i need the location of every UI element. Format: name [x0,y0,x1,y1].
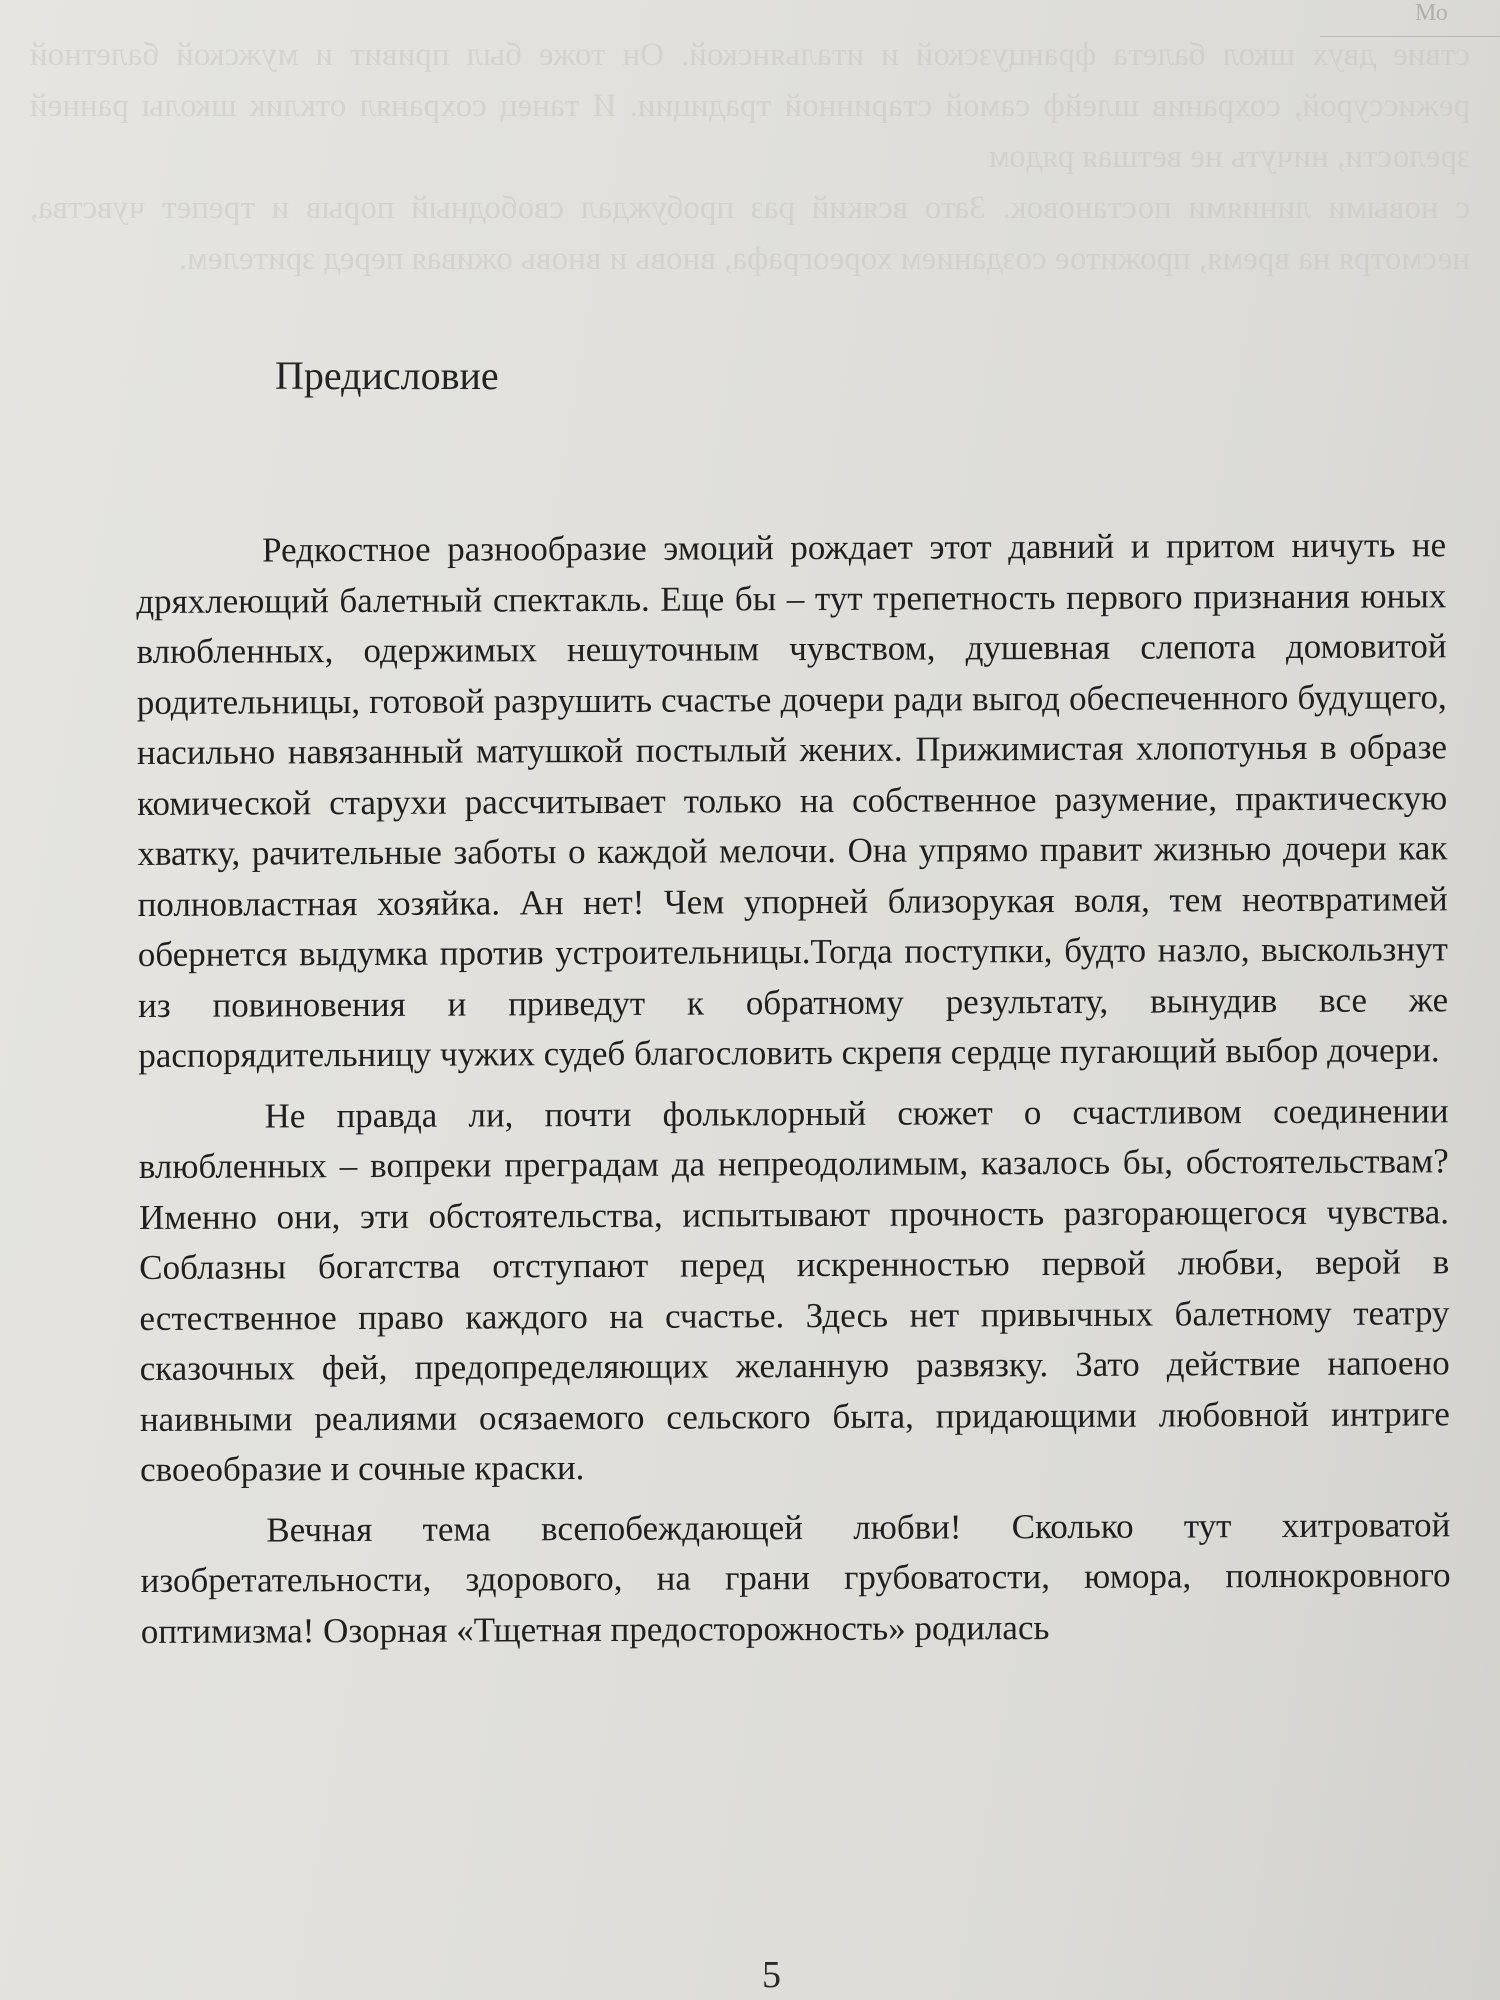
running-head-bleed: Мо [1415,0,1448,26]
page-number: 5 [762,1954,781,1996]
paragraph: Редкостное разнообразие эмоций рождает этот давний и притом ничуть не дряхлеющий балетный спектакль. Еще бы – тут трепетность первого признания юных влюбленных, одержимых нешуточным чувством, душевная слепота домовитой родительницы, готовой разрушить счастье дочери ради выгод обеспеченного будущего, насильно навязанный матушкой постылый жених. Прижимистая хлопотунья в образе комической старухи рассчитывает только на собственное разумение, практическую хватку, рачительные заботы о каждой мелочи. Она упрямо правит жизнью дочери как полновластная хозяйка. Ан нет! Чем упорней близорукая воля, тем неотвратимей обернется выдумка против устроительницы.Тогда поступки, будто назло, выскользнут из повиновения и приведут к обратному результату, вынудив все же распорядительницу чужих судеб благословить скрепя сердце пугающий выбор дочери. [136,525,1449,1075]
paragraph: Вечная тема всепобеждающей любви! Сколько тут хитроватой изобретательности, здорового, на грани грубоватости, юмора, полнокровного оптимизма! Озорная «Тщетная предосторожность» родилась [140,1504,1451,1651]
bleed-through-text: ствие двух школ балета французской и итальянской. Он тоже был привит и мужской балетной режиссурой, сохранив шлейф самой старинной традиции. И танец сохранял отклик школы ранней зрелости, ничуть не ветшая рядом с новыми линиями постановок. Зато всякий раз пробуждал свободный порыв и трепет чувства, несмотря на время, прожитое созданием хореографа, вновь и вновь оживая перед зрителем. [30,37,1470,277]
paragraph: Не правда ли, почти фольклорный сюжет о счастливом соединении влюбленных – вопреки преградам да непреодолимым, казалось бы, обстоятельствам? Именно они, эти обстоятельства, испытывают прочность разгорающегося чувства. Соблазны богатства отступают перед искренностью первой любви, верой в естественное право каждого на счастье. Здесь нет привычных балетному театру сказочных фей, предопределяющих желанную развязку. Зато действие напоено наивными реалиями осязаемого сельского быта, придающими любовной интриге своеобразие и сочные краски. [138,1090,1450,1489]
page-title: Предисловие [275,353,499,398]
body-text [136,520,1451,1667]
